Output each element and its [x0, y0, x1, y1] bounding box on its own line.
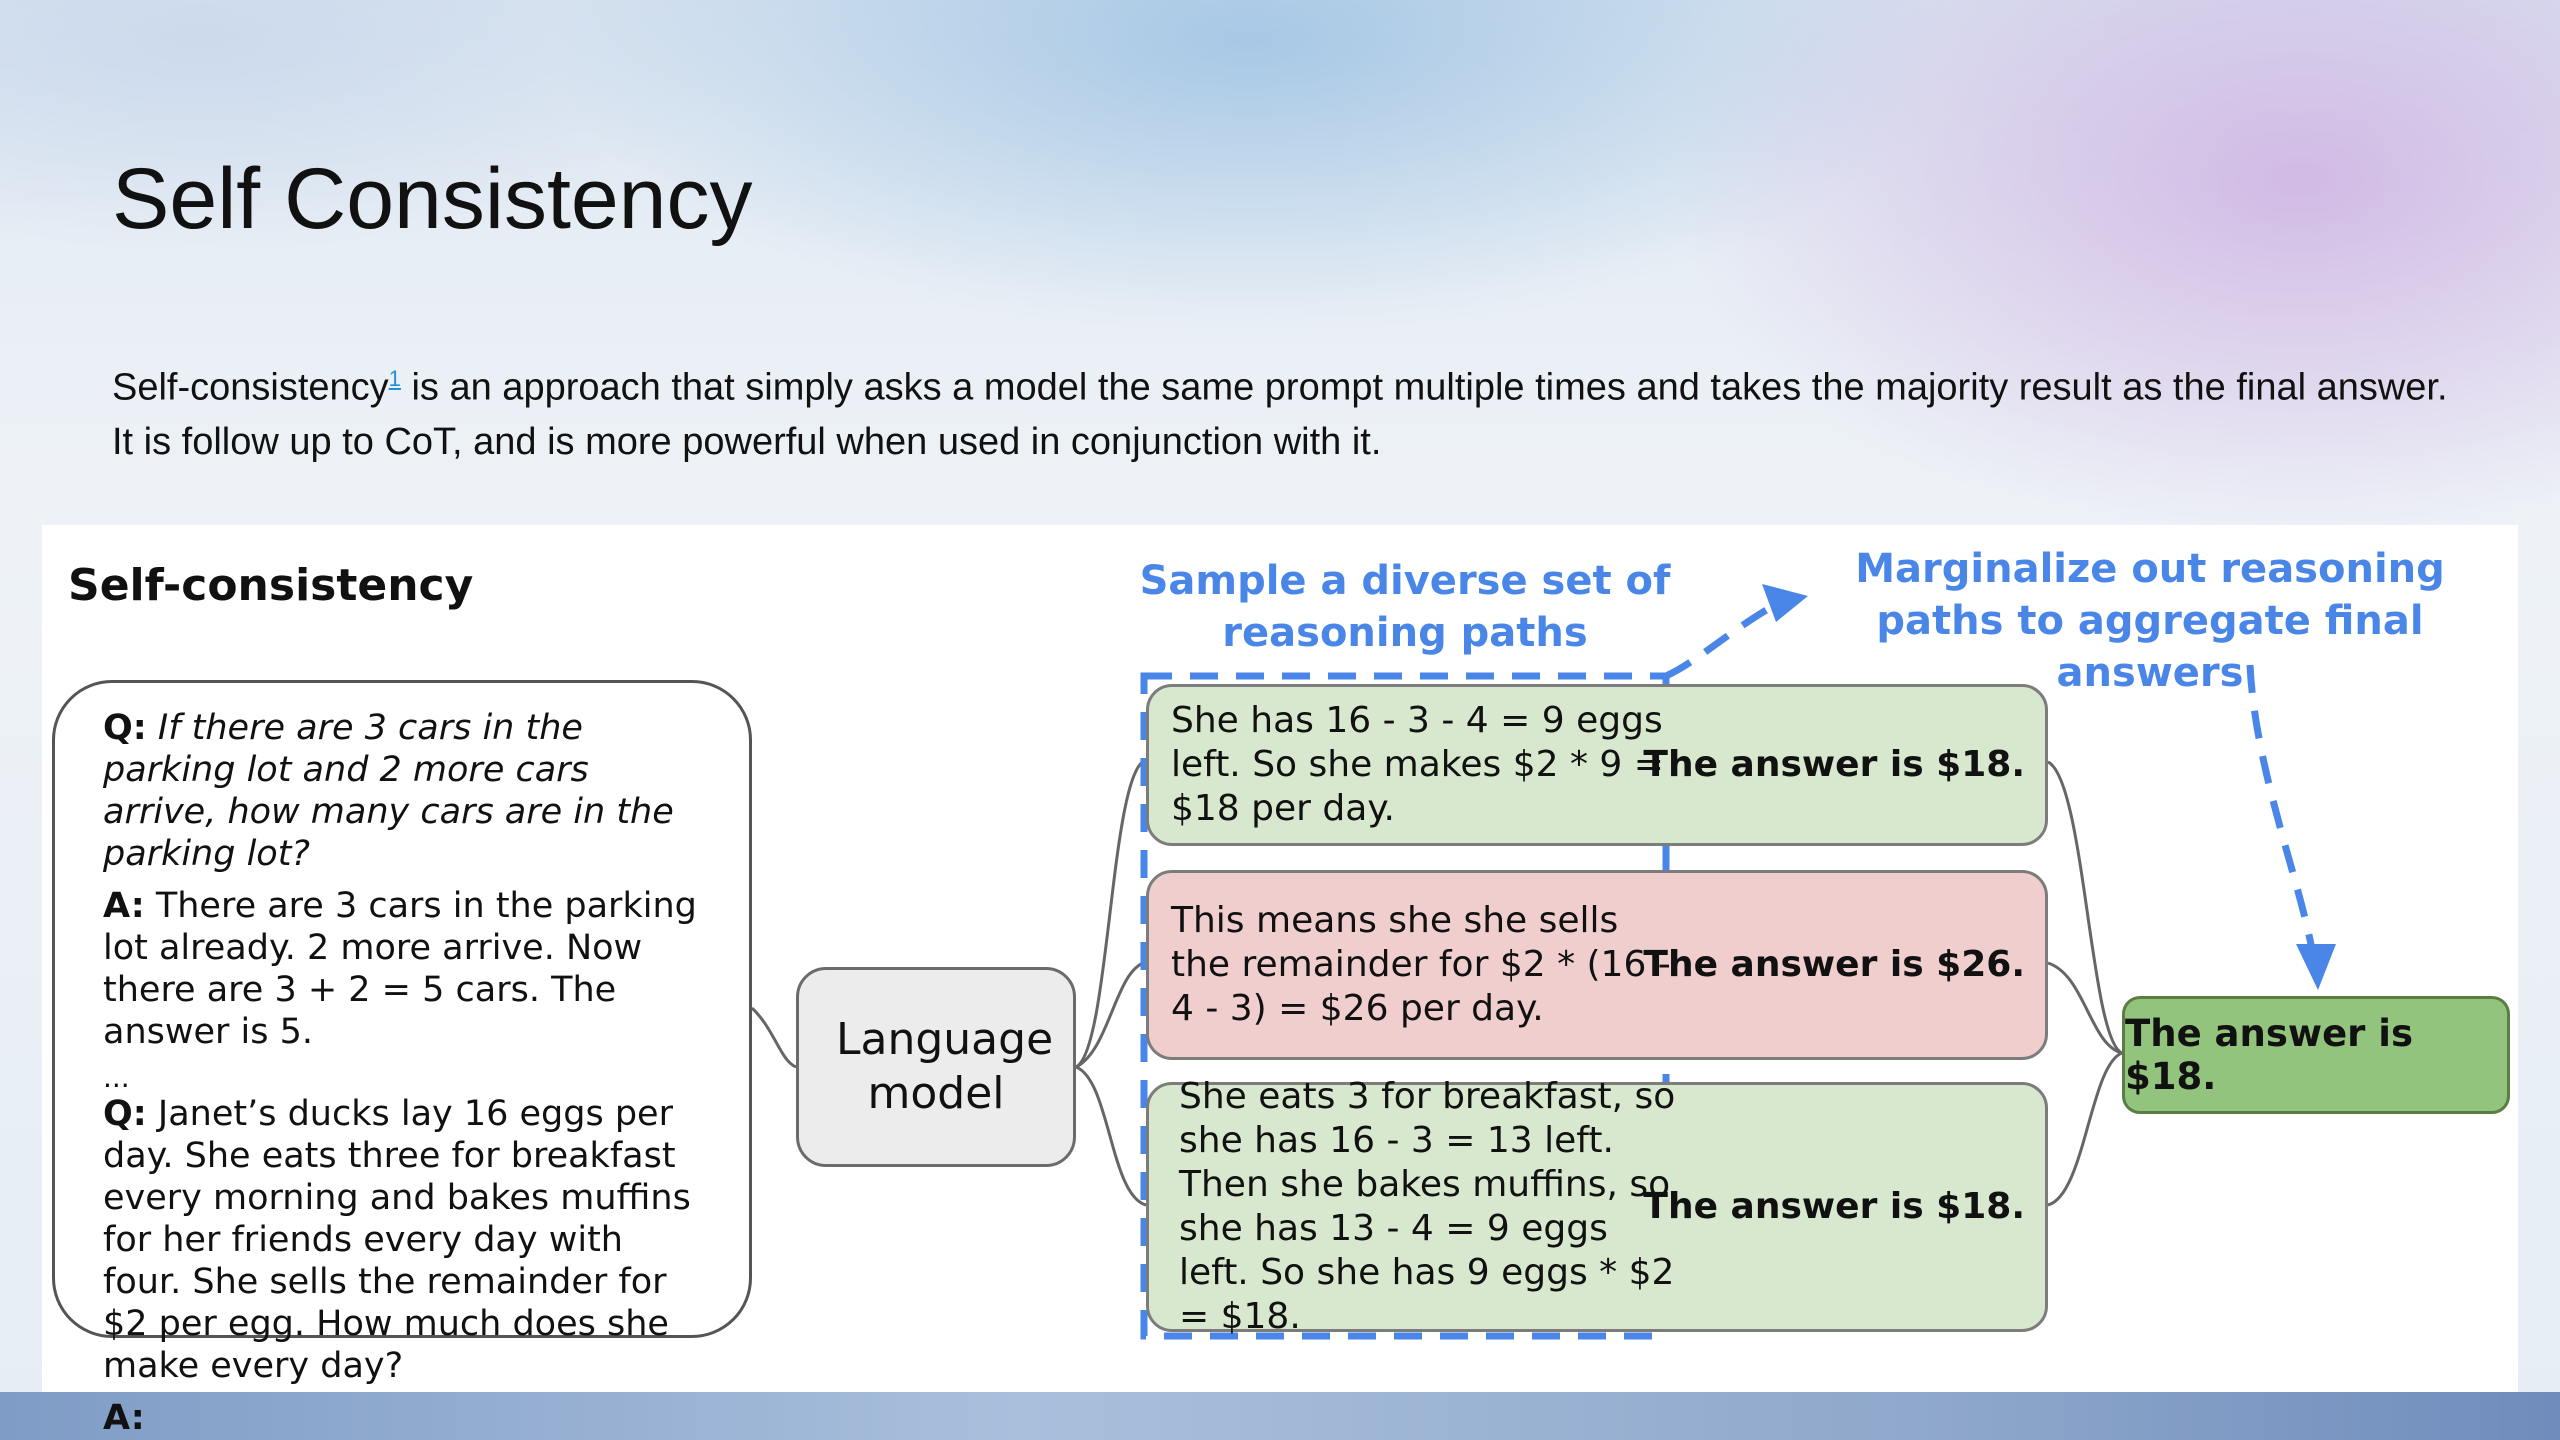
- model-to-path3-line: [1076, 1067, 1146, 1205]
- path-2-reasoning: This means she she sells the remainder for $2 * (16 - 4 - 3) = $26 per day.: [1171, 900, 1671, 1029]
- body-text-rest: is an approach that simply asks a model the same prompt multiple times and takes the majority result as the final answer. It is follow up to CoT, and is more powerful when used in conjunction with it.: [112, 366, 2448, 463]
- example-answer: A: There are 3 cars in the parking lot already. 2 more arrive. Now there are 3 + 2 = 5 cars. The answer is 5.: [103, 886, 697, 1052]
- path-1-reasoning: She has 16 - 3 - 4 = 9 eggs left. So she makes $2 * 9 = $18 per day.: [1171, 700, 1664, 829]
- sample-to-marginalize-arrow: [1666, 602, 1780, 676]
- language-model-label: Language model: [836, 1014, 1054, 1119]
- path-1-answer: The answer is $18.: [1643, 744, 2025, 785]
- path1-to-final-line: [2048, 762, 2122, 1053]
- figure-heading: Self-consistency: [68, 560, 474, 611]
- model-to-path1-line: [1076, 760, 1146, 1067]
- final-answer-box: The answer is $18.: [2122, 996, 2510, 1114]
- reasoning-path-3: [1146, 1076, 2048, 1337]
- footnote-link[interactable]: 1: [388, 366, 401, 391]
- sample-annotation: Sample a diverse set of reasoning paths: [1139, 558, 1671, 656]
- example-question: Q: If there are 3 cars in the parking lot and 2 more cars arrive, how many cars are in the parking lot?: [103, 708, 674, 874]
- slide-title: Self Consistency: [112, 151, 753, 247]
- prompt-to-model-line: [752, 1008, 796, 1067]
- target-answer-prompt: A:: [103, 1398, 145, 1438]
- path-3-reasoning: She eats 3 for breakfast, so she has 16 - 3 = 13 left. Then she bakes muffins, so she has 13 - 4 = 9 eggs left. So she has 9 eggs * $2 = $18.: [1179, 1076, 1676, 1337]
- body-text-term: Self-consistency: [112, 366, 389, 409]
- arrowhead-down: [2296, 944, 2336, 990]
- target-question: Q: Janet’s ducks lay 16 eggs per day. She eats three for breakfast every morning and bakes muffins for her friends every day with four. She sells the remainder for $2 per egg. How much does she make every day?: [103, 1094, 691, 1386]
- path-2-answer: The answer is $26.: [1643, 944, 2025, 985]
- marginalize-down-arrow: [2250, 665, 2313, 955]
- ellipsis: ...: [103, 1061, 130, 1094]
- reasoning-path-2: [1146, 870, 2048, 1060]
- path3-to-final-line: [2048, 1053, 2122, 1205]
- language-model-box: [796, 967, 1076, 1167]
- marginalize-annotation: Marginalize out reasoning paths to aggregate final answers: [1855, 546, 2445, 696]
- reasoning-path-1: [1146, 684, 2048, 846]
- path-3-answer: The answer is $18.: [1643, 1186, 2025, 1227]
- prompt-box: [52, 680, 752, 1438]
